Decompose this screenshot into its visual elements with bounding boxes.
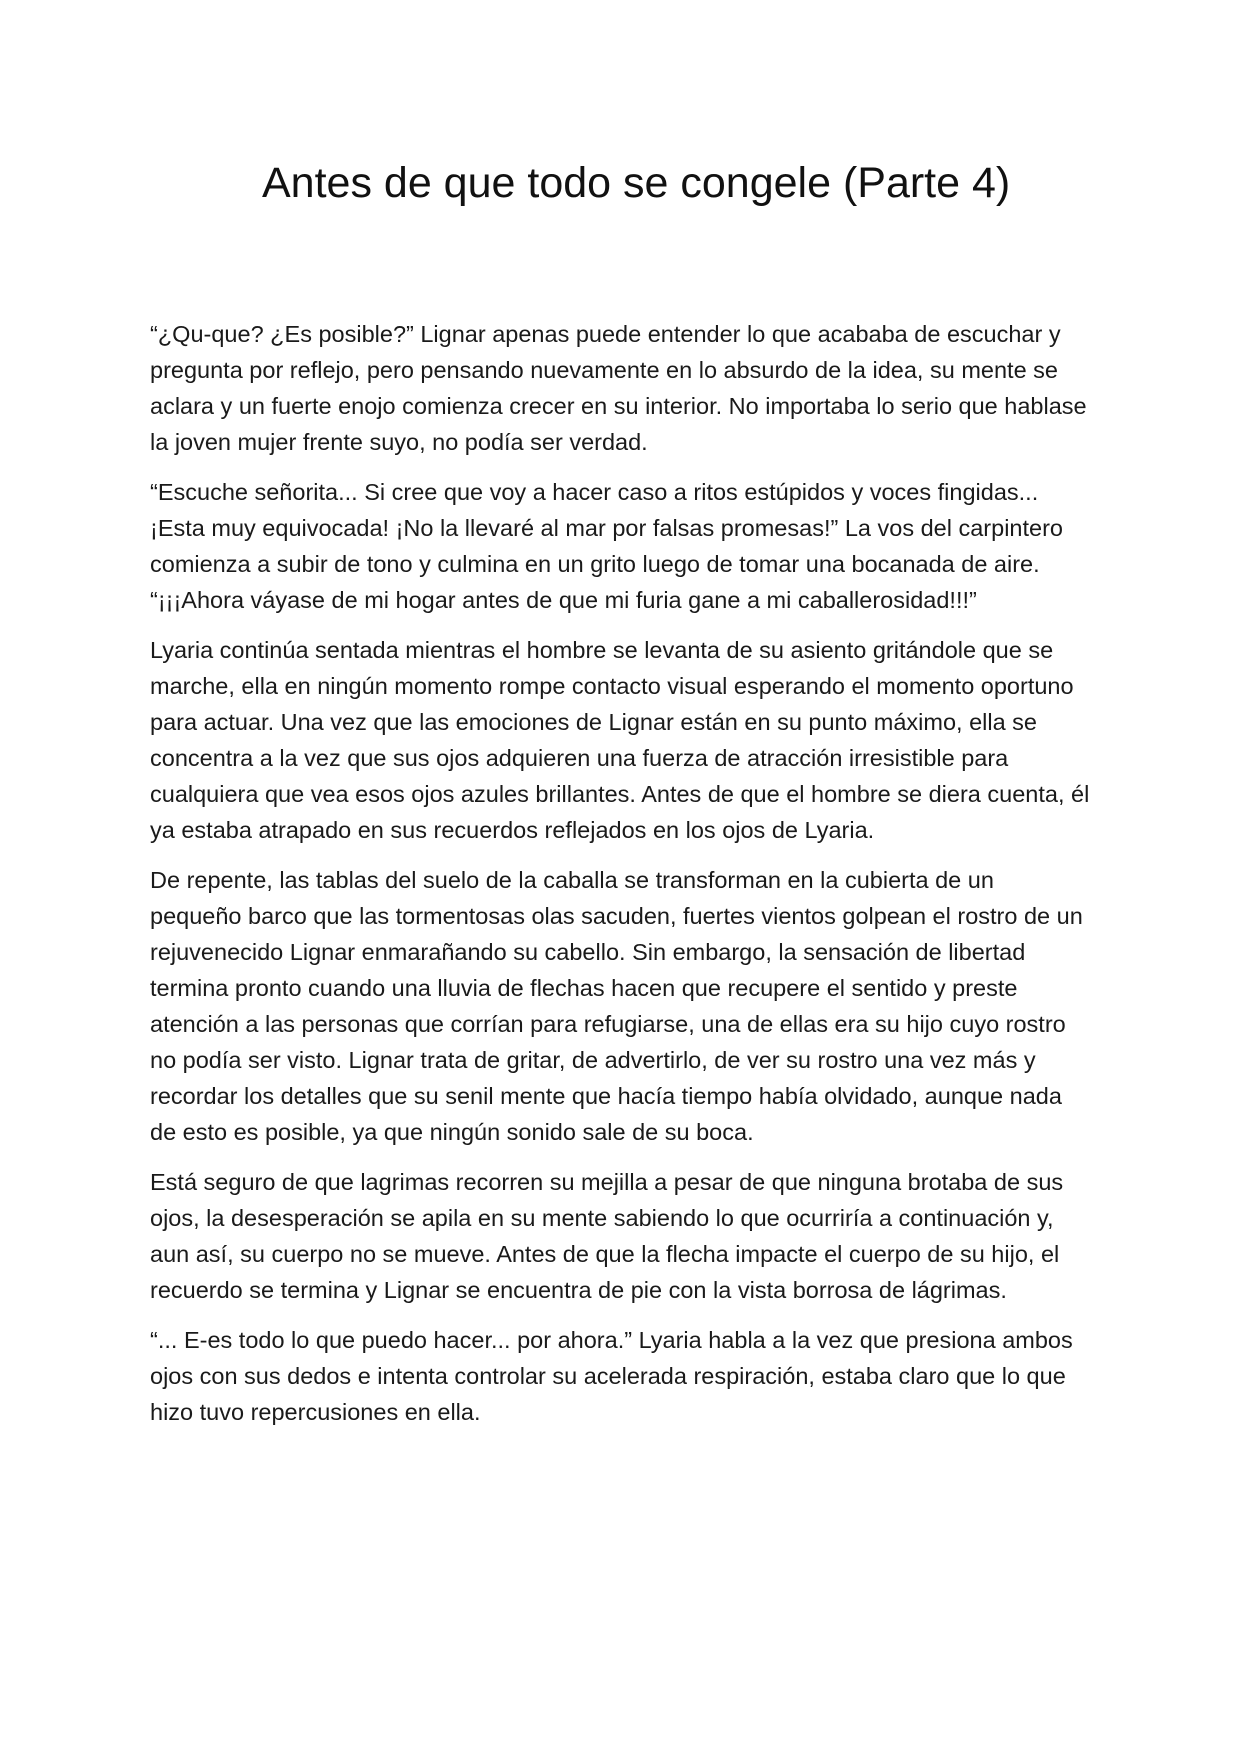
document-body xyxy=(150,316,1090,1444)
paragraph: De repente, las tablas del suelo de la caballa se transforman en la cubierta de un pequeño barco que las tormentosas olas sacuden, fuertes vientos golpean el rostro de un rejuvenecido Lignar enmarañando su cabello. Sin embargo, la sensación de libertad termina pronto cuando una lluvia de flechas hacen que recupere el sentido y preste atención a las personas que corrían para refugiarse, una de ellas era su hijo cuyo rostro no podía ser visto. Lignar trata de gritar, de advertirlo, de ver su rostro una vez más y recordar los detalles que su senil mente que hacía tiempo había olvidado, aunque nada de esto es posible, ya que ningún sonido sale de su boca. xyxy=(150,867,1083,1145)
paragraph: “¿Qu-que? ¿Es posible?” Lignar apenas puede entender lo que acababa de escuchar y pregunta por reflejo, pero pensando nuevamente en lo absurdo de la idea, su mente se aclara y un fuerte enojo comienza crecer en su interior. No importaba lo serio que hablase la joven mujer frente suyo, no podía ser verdad. xyxy=(150,321,1087,455)
paragraph: “... E-es todo lo que puedo hacer... por ahora.” Lyaria habla a la vez que presiona ambos ojos con sus dedos e intenta controlar su acelerada respiración, estaba claro que lo que hizo tuvo repercusiones en ella. xyxy=(150,1327,1073,1425)
paragraph: Lyaria continúa sentada mientras el hombre se levanta de su asiento gritándole que se marche, ella en ningún momento rompe contacto visual esperando el momento oportuno para actuar. Una vez que las emociones de Lignar están en su punto máximo, ella se concentra a la vez que sus ojos adquieren una fuerza de atracción irresistible para cualquiera que vea esos ojos azules brillantes. Antes de que el hombre se diera cuenta, él ya estaba atrapado en sus recuerdos reflejados en los ojos de Lyaria. xyxy=(150,637,1090,843)
paragraph: “Escuche señorita... Si cree que voy a hacer caso a ritos estúpidos y voces fingidas... ¡Esta muy equivocada! ¡No la llevaré al mar por falsas promesas!” La vos del carpintero comienza a subir de tono y culmina en un grito luego de tomar una bocanada de aire. “¡¡¡Ahora váyase de mi hogar antes de que mi furia gane a mi caballerosidad!!!” xyxy=(150,479,1063,613)
paragraph: Está seguro de que lagrimas recorren su mejilla a pesar de que ninguna brotaba de sus ojos, la desesperación se apila en su mente sabiendo lo que ocurriría a continuación y, aun así, su cuerpo no se mueve. Antes de que la flecha impacte el cuerpo de su hijo, el recuerdo se termina y Lignar se encuentra de pie con la vista borrosa de lágrimas. xyxy=(150,1169,1064,1303)
document-title: Antes de que todo se congele (Parte 4) xyxy=(262,159,1011,207)
